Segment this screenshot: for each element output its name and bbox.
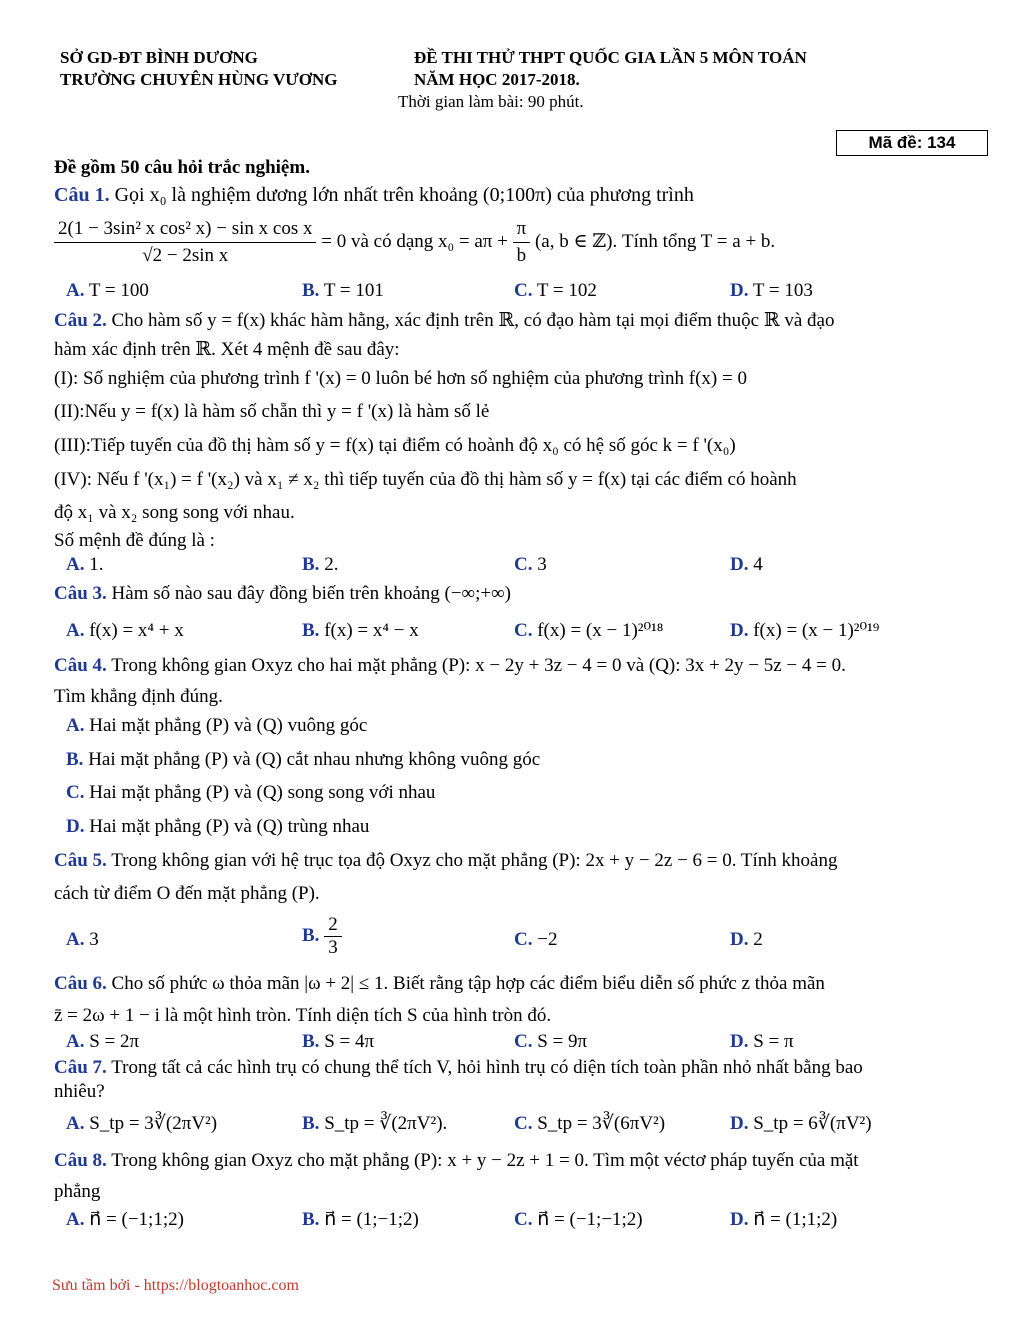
question-8-line-2: phẳng	[54, 1181, 101, 1202]
question-1-ask: (a, b ∈ ℤ). Tính tổng T = a + b.	[534, 230, 776, 252]
question-1-form: = 0 và có dạng x₀ = aπ +	[321, 230, 508, 252]
question-4-line-2: Tìm khẳng định đúng.	[54, 686, 223, 707]
statement-3: (III):Tiếp tuyến của đồ thị hàm số y = f(x) tại điểm có hoành độ x₀ có hệ số góc k = f '(x₀)	[54, 435, 736, 456]
q1-option-c[interactable]: C. T = 102	[514, 280, 597, 301]
q3-option-b[interactable]: B. f(x) = x⁴ − x	[302, 620, 419, 641]
question-8-line-1: Câu 8. Trong không gian Oxyz cho mặt phẳng (P): x + y − 2z + 1 = 0. Tìm một véctơ pháp tuyến của mặt	[54, 1150, 859, 1171]
question-2-line-1: Câu 2. Cho hàm số y = f(x) khác hàm hằng, xác định trên ℝ, có đạo hàm tại mọi điểm thuộc ℝ và đạo	[54, 310, 835, 331]
question-8-label: Câu 8.	[54, 1150, 107, 1171]
question-1-line-1	[54, 183, 694, 207]
statement-1: (I): Số nghiệm của phương trình f '(x) = 0 luôn bé hơn số nghiệm của phương trình f(x) = 0	[54, 368, 747, 389]
q8-option-c[interactable]: C. n⃗ = (−1;−1;2)	[514, 1209, 643, 1230]
question-1-line-2	[54, 216, 775, 269]
question-4-label: Câu 4.	[54, 655, 107, 676]
question-7-label: Câu 7.	[54, 1057, 107, 1078]
question-2-ask: Số mệnh đề đúng là :	[54, 530, 215, 551]
equation-fraction	[54, 216, 316, 269]
q5-option-b[interactable]: B. $\frac{2}{3}$	[302, 914, 342, 959]
q6-option-a[interactable]: A. S = 2π	[66, 1031, 140, 1052]
pi-numerator: π	[513, 216, 531, 243]
question-5-label: Câu 5.	[54, 850, 107, 871]
question-7-line-1: Câu 7. Trong tất cả các hình trụ có chung thể tích V, hỏi hình trụ có diện tích toàn phần nhỏ nhất bằng bao	[54, 1057, 863, 1078]
q4-option-c[interactable]: C. Hai mặt phẳng (P) và (Q) song song với nhau	[66, 782, 436, 803]
q3-option-a[interactable]: A. f(x) = x⁴ + x	[66, 620, 184, 641]
question-6-line-1: Câu 6. Cho số phức ω thỏa mãn |ω + 2| ≤ 1. Biết rằng tập hợp các điểm biểu diễn số phức z thỏa mãn	[54, 973, 825, 994]
q1-option-a[interactable]: A. T = 100	[66, 280, 149, 301]
q3-option-d[interactable]: D. f(x) = (x − 1)²⁰¹⁹	[730, 620, 880, 641]
q8-option-a[interactable]: A. n⃗ = (−1;1;2)	[66, 1209, 184, 1230]
q2-option-c[interactable]: C. 3	[514, 554, 547, 575]
q5-option-d[interactable]: D. 2	[730, 929, 763, 950]
q6-option-b[interactable]: B. S = 4π	[302, 1031, 375, 1052]
exam-title: ĐỀ THI THỬ THPT QUỐC GIA LẦN 5 MÔN TOÁN	[414, 48, 807, 67]
question-3-line: Câu 3. Hàm số nào sau đây đồng biến trên khoảng (−∞;+∞)	[54, 583, 511, 604]
statement-2: (II):Nếu y = f(x) là hàm số chẵn thì y = f '(x) là hàm số lẻ	[54, 401, 490, 422]
q5-option-a[interactable]: A. 3	[66, 929, 99, 950]
q7-option-d[interactable]: D. S_tp = 6∛(πV²)	[730, 1113, 872, 1134]
footer-source-link[interactable]: Sưu tầm bởi - https://blogtoanhoc.com	[52, 1277, 299, 1294]
q4-option-a[interactable]: A. Hai mặt phẳng (P) và (Q) vuông góc	[66, 715, 368, 736]
q2-option-a[interactable]: A. 1.	[66, 554, 104, 575]
question-5-line-1: Câu 5. Trong không gian với hệ trục tọa độ Oxyz cho mặt phẳng (P): 2x + y − 2z − 6 = 0. Tính khoảng	[54, 850, 838, 871]
q4-option-b[interactable]: B. Hai mặt phẳng (P) và (Q) cắt nhau nhưng không vuông góc	[66, 749, 541, 770]
q1-option-d[interactable]: D. T = 103	[730, 280, 813, 301]
statement-4: (IV): Nếu f '(x₁) = f '(x₂) và x₁ ≠ x₂ thì tiếp tuyến của đồ thị hàm số y = f(x) tại các điểm có hoành	[54, 469, 797, 490]
pi-denominator: b	[516, 245, 527, 266]
question-6-label: Câu 6.	[54, 973, 107, 994]
question-2-label: Câu 2.	[54, 310, 107, 331]
q7-option-c[interactable]: C. S_tp = 3∛(6πV²)	[514, 1113, 666, 1134]
question-7-line-2: nhiêu?	[54, 1081, 105, 1102]
q2-option-b[interactable]: B. 2.	[302, 554, 339, 575]
q6-option-c[interactable]: C. S = 9π	[514, 1031, 588, 1052]
question-6-line-2: z̄ = 2ω + 1 − i là một hình tròn. Tính diện tích S của hình tròn đó.	[54, 1005, 552, 1026]
pi-fraction	[513, 216, 531, 269]
time-limit: Thời gian làm bài: 90 phút.	[398, 92, 584, 111]
question-4-line-1: Câu 4. Trong không gian Oxyz cho hai mặt phẳng (P): x − 2y + 3z − 4 = 0 và (Q): 3x + 2y − 5z − 4 = 0.	[54, 655, 846, 676]
q7-option-a[interactable]: A. S_tp = 3∛(2πV²)	[66, 1113, 218, 1134]
q6-option-d[interactable]: D. S = π	[730, 1031, 794, 1052]
school-dept: SỞ GD-ĐT BÌNH DƯƠNG	[60, 48, 258, 67]
question-1-label: Câu 1.	[54, 184, 110, 206]
statement-4-cont: độ x₁ và x₂ song song với nhau.	[54, 502, 295, 523]
question-5-line-2: cách từ điểm O đến mặt phẳng (P).	[54, 883, 320, 904]
q3-option-c[interactable]: C. f(x) = (x − 1)²⁰¹⁸	[514, 620, 664, 641]
exam-code-box: Mã đề: 134	[836, 130, 988, 156]
school-year: NĂM HỌC 2017-2018.	[414, 70, 580, 89]
question-1-text: Gọi x₀ là nghiệm dương lớn nhất trên khoảng (0;100π) của phương trình	[109, 184, 694, 206]
option-b-fraction: $\frac{2}{3}$	[324, 914, 342, 959]
q1-option-b[interactable]: B. T = 101	[302, 280, 384, 301]
fraction-denominator: √2 − 2sin x	[142, 245, 229, 266]
fraction-numerator: 2(1 − 3sin² x cos² x) − sin x cos x	[54, 216, 316, 243]
question-3-label: Câu 3.	[54, 583, 107, 604]
intro-text: Đề gồm 50 câu hỏi trắc nghiệm.	[54, 157, 310, 178]
school-name: TRƯỜNG CHUYÊN HÙNG VƯƠNG	[60, 70, 338, 89]
q2-option-d[interactable]: D. 4	[730, 554, 763, 575]
q8-option-b[interactable]: B. n⃗ = (1;−1;2)	[302, 1209, 419, 1230]
q8-option-d[interactable]: D. n⃗ = (1;1;2)	[730, 1209, 838, 1230]
q4-option-d[interactable]: D. Hai mặt phẳng (P) và (Q) trùng nhau	[66, 816, 370, 837]
q7-option-b[interactable]: B. S_tp = ∛(2πV²).	[302, 1113, 448, 1134]
q5-option-c[interactable]: C. −2	[514, 929, 558, 950]
question-2-line-2: hàm xác định trên ℝ. Xét 4 mệnh đề sau đây:	[54, 339, 400, 360]
